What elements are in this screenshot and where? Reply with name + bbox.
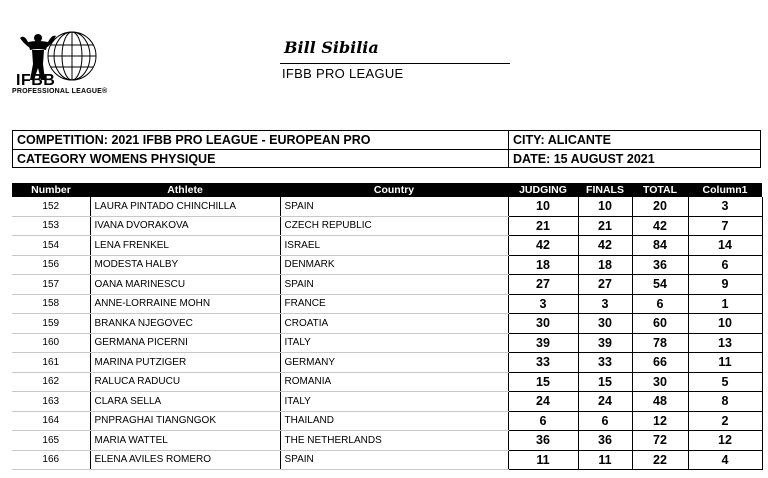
table-header-row bbox=[12, 183, 762, 197]
table-row bbox=[12, 275, 762, 295]
cell-finals: 42 bbox=[578, 236, 632, 256]
logo-subtitle: PROFESSIONAL LEAGUE® bbox=[12, 88, 108, 95]
cell-athlete: RALUCA RADUCU bbox=[90, 372, 280, 392]
cell-athlete: OANA MARINESCU bbox=[90, 275, 280, 295]
cell-total: 6 bbox=[632, 294, 688, 314]
date-label: DATE: 15 AUGUST 2021 bbox=[513, 152, 655, 166]
cell-country: DENMARK bbox=[280, 255, 508, 275]
cell-judging: 27 bbox=[508, 275, 578, 295]
cell-judging: 39 bbox=[508, 333, 578, 353]
cell-total: 78 bbox=[632, 333, 688, 353]
cell-finals: 21 bbox=[578, 216, 632, 236]
cell-finals: 33 bbox=[578, 353, 632, 373]
cell-country: SPAIN bbox=[280, 197, 508, 216]
cell-column1: 1 bbox=[688, 294, 762, 314]
league-title: IFBB PRO LEAGUE bbox=[282, 66, 404, 81]
logo-brand: IFBB bbox=[16, 72, 56, 89]
cell-total: 30 bbox=[632, 372, 688, 392]
cell-judging: 36 bbox=[508, 431, 578, 451]
table-row bbox=[12, 353, 762, 373]
cell-country: THE NETHERLANDS bbox=[280, 431, 508, 451]
table-row bbox=[12, 294, 762, 314]
city-label: CITY: ALICANTE bbox=[513, 133, 611, 147]
cell-number: 163 bbox=[12, 392, 90, 412]
header-country: Country bbox=[280, 183, 508, 197]
table-row bbox=[12, 314, 762, 334]
info-divider-vertical bbox=[508, 131, 509, 167]
cell-finals: 39 bbox=[578, 333, 632, 353]
cell-country: THAILAND bbox=[280, 411, 508, 431]
cell-country: SPAIN bbox=[280, 275, 508, 295]
cell-total: 84 bbox=[632, 236, 688, 256]
cell-finals: 3 bbox=[578, 294, 632, 314]
cell-judging: 21 bbox=[508, 216, 578, 236]
header-number: Number bbox=[12, 183, 90, 197]
cell-number: 158 bbox=[12, 294, 90, 314]
header-athlete: Athlete bbox=[90, 183, 280, 197]
cell-column1: 6 bbox=[688, 255, 762, 275]
cell-finals: 15 bbox=[578, 372, 632, 392]
cell-judging: 10 bbox=[508, 197, 578, 216]
cell-column1: 3 bbox=[688, 197, 762, 216]
table-row bbox=[12, 411, 762, 431]
table-row bbox=[12, 450, 762, 470]
cell-total: 12 bbox=[632, 411, 688, 431]
cell-athlete: LAURA PINTADO CHINCHILLA bbox=[90, 197, 280, 216]
cell-finals: 24 bbox=[578, 392, 632, 412]
cell-athlete: IVANA DVORAKOVA bbox=[90, 216, 280, 236]
info-divider-horizontal bbox=[13, 149, 760, 150]
cell-number: 153 bbox=[12, 216, 90, 236]
cell-number: 166 bbox=[12, 450, 90, 470]
cell-number: 156 bbox=[12, 255, 90, 275]
cell-total: 22 bbox=[632, 450, 688, 470]
cell-total: 66 bbox=[632, 353, 688, 373]
cell-country: GERMANY bbox=[280, 353, 508, 373]
table-row bbox=[12, 431, 762, 451]
cell-finals: 30 bbox=[578, 314, 632, 334]
cell-athlete: LENA FRENKEL bbox=[90, 236, 280, 256]
cell-judging: 42 bbox=[508, 236, 578, 256]
cell-column1: 12 bbox=[688, 431, 762, 451]
cell-country: ROMANIA bbox=[280, 372, 508, 392]
cell-column1: 11 bbox=[688, 353, 762, 373]
results-table bbox=[12, 183, 763, 470]
cell-athlete: CLARA SELLA bbox=[90, 392, 280, 412]
cell-column1: 7 bbox=[688, 216, 762, 236]
header-judging: JUDGING bbox=[508, 183, 578, 197]
cell-column1: 2 bbox=[688, 411, 762, 431]
cell-total: 72 bbox=[632, 431, 688, 451]
cell-column1: 5 bbox=[688, 372, 762, 392]
header-column1: Column1 bbox=[688, 183, 762, 197]
cell-country: CZECH REPUBLIC bbox=[280, 216, 508, 236]
table-row bbox=[12, 216, 762, 236]
cell-total: 36 bbox=[632, 255, 688, 275]
cell-finals: 18 bbox=[578, 255, 632, 275]
cell-judging: 11 bbox=[508, 450, 578, 470]
cell-total: 60 bbox=[632, 314, 688, 334]
header-finals: FINALS bbox=[578, 183, 632, 197]
cell-total: 48 bbox=[632, 392, 688, 412]
cell-number: 152 bbox=[12, 197, 90, 216]
table-row bbox=[12, 392, 762, 412]
competition-label: COMPETITION: 2021 IFBB PRO LEAGUE - EUROPEAN PRO bbox=[17, 133, 371, 147]
cell-athlete: ANNE-LORRAINE MOHN bbox=[90, 294, 280, 314]
cell-column1: 4 bbox=[688, 450, 762, 470]
cell-total: 54 bbox=[632, 275, 688, 295]
cell-finals: 11 bbox=[578, 450, 632, 470]
cell-total: 42 bbox=[632, 216, 688, 236]
cell-number: 159 bbox=[12, 314, 90, 334]
cell-judging: 33 bbox=[508, 353, 578, 373]
cell-number: 157 bbox=[12, 275, 90, 295]
cell-number: 162 bbox=[12, 372, 90, 392]
cell-judging: 3 bbox=[508, 294, 578, 314]
cell-athlete: MARIA WATTEL bbox=[90, 431, 280, 451]
table-row bbox=[12, 333, 762, 353]
signature: Bill Sibilia bbox=[284, 38, 379, 57]
cell-number: 154 bbox=[12, 236, 90, 256]
cell-column1: 13 bbox=[688, 333, 762, 353]
cell-judging: 30 bbox=[508, 314, 578, 334]
table-row bbox=[12, 236, 762, 256]
table-row bbox=[12, 255, 762, 275]
table-row bbox=[12, 197, 762, 216]
cell-total: 20 bbox=[632, 197, 688, 216]
cell-finals: 36 bbox=[578, 431, 632, 451]
cell-column1: 14 bbox=[688, 236, 762, 256]
cell-athlete: BRANKA NJEGOVEC bbox=[90, 314, 280, 334]
cell-country: ITALY bbox=[280, 333, 508, 353]
cell-judging: 15 bbox=[508, 372, 578, 392]
table-row bbox=[12, 372, 762, 392]
cell-judging: 18 bbox=[508, 255, 578, 275]
cell-finals: 10 bbox=[578, 197, 632, 216]
cell-athlete: PNPRAGHAI TIANGNGOK bbox=[90, 411, 280, 431]
cell-number: 165 bbox=[12, 431, 90, 451]
signature-line bbox=[280, 63, 510, 64]
competition-info-box bbox=[12, 130, 761, 168]
header-total: TOTAL bbox=[632, 183, 688, 197]
cell-country: ISRAEL bbox=[280, 236, 508, 256]
cell-judging: 24 bbox=[508, 392, 578, 412]
cell-country: ITALY bbox=[280, 392, 508, 412]
cell-column1: 9 bbox=[688, 275, 762, 295]
category-label: CATEGORY WOMENS PHYSIQUE bbox=[17, 152, 216, 166]
cell-athlete: MARINA PUTZIGER bbox=[90, 353, 280, 373]
cell-number: 164 bbox=[12, 411, 90, 431]
cell-judging: 6 bbox=[508, 411, 578, 431]
cell-country: FRANCE bbox=[280, 294, 508, 314]
cell-number: 161 bbox=[12, 353, 90, 373]
cell-finals: 6 bbox=[578, 411, 632, 431]
cell-athlete: ELENA AVILES ROMERO bbox=[90, 450, 280, 470]
cell-country: CROATIA bbox=[280, 314, 508, 334]
cell-finals: 27 bbox=[578, 275, 632, 295]
cell-number: 160 bbox=[12, 333, 90, 353]
cell-athlete: MODESTA HALBY bbox=[90, 255, 280, 275]
cell-column1: 8 bbox=[688, 392, 762, 412]
cell-country: SPAIN bbox=[280, 450, 508, 470]
cell-athlete: GERMANA PICERNI bbox=[90, 333, 280, 353]
cell-column1: 10 bbox=[688, 314, 762, 334]
